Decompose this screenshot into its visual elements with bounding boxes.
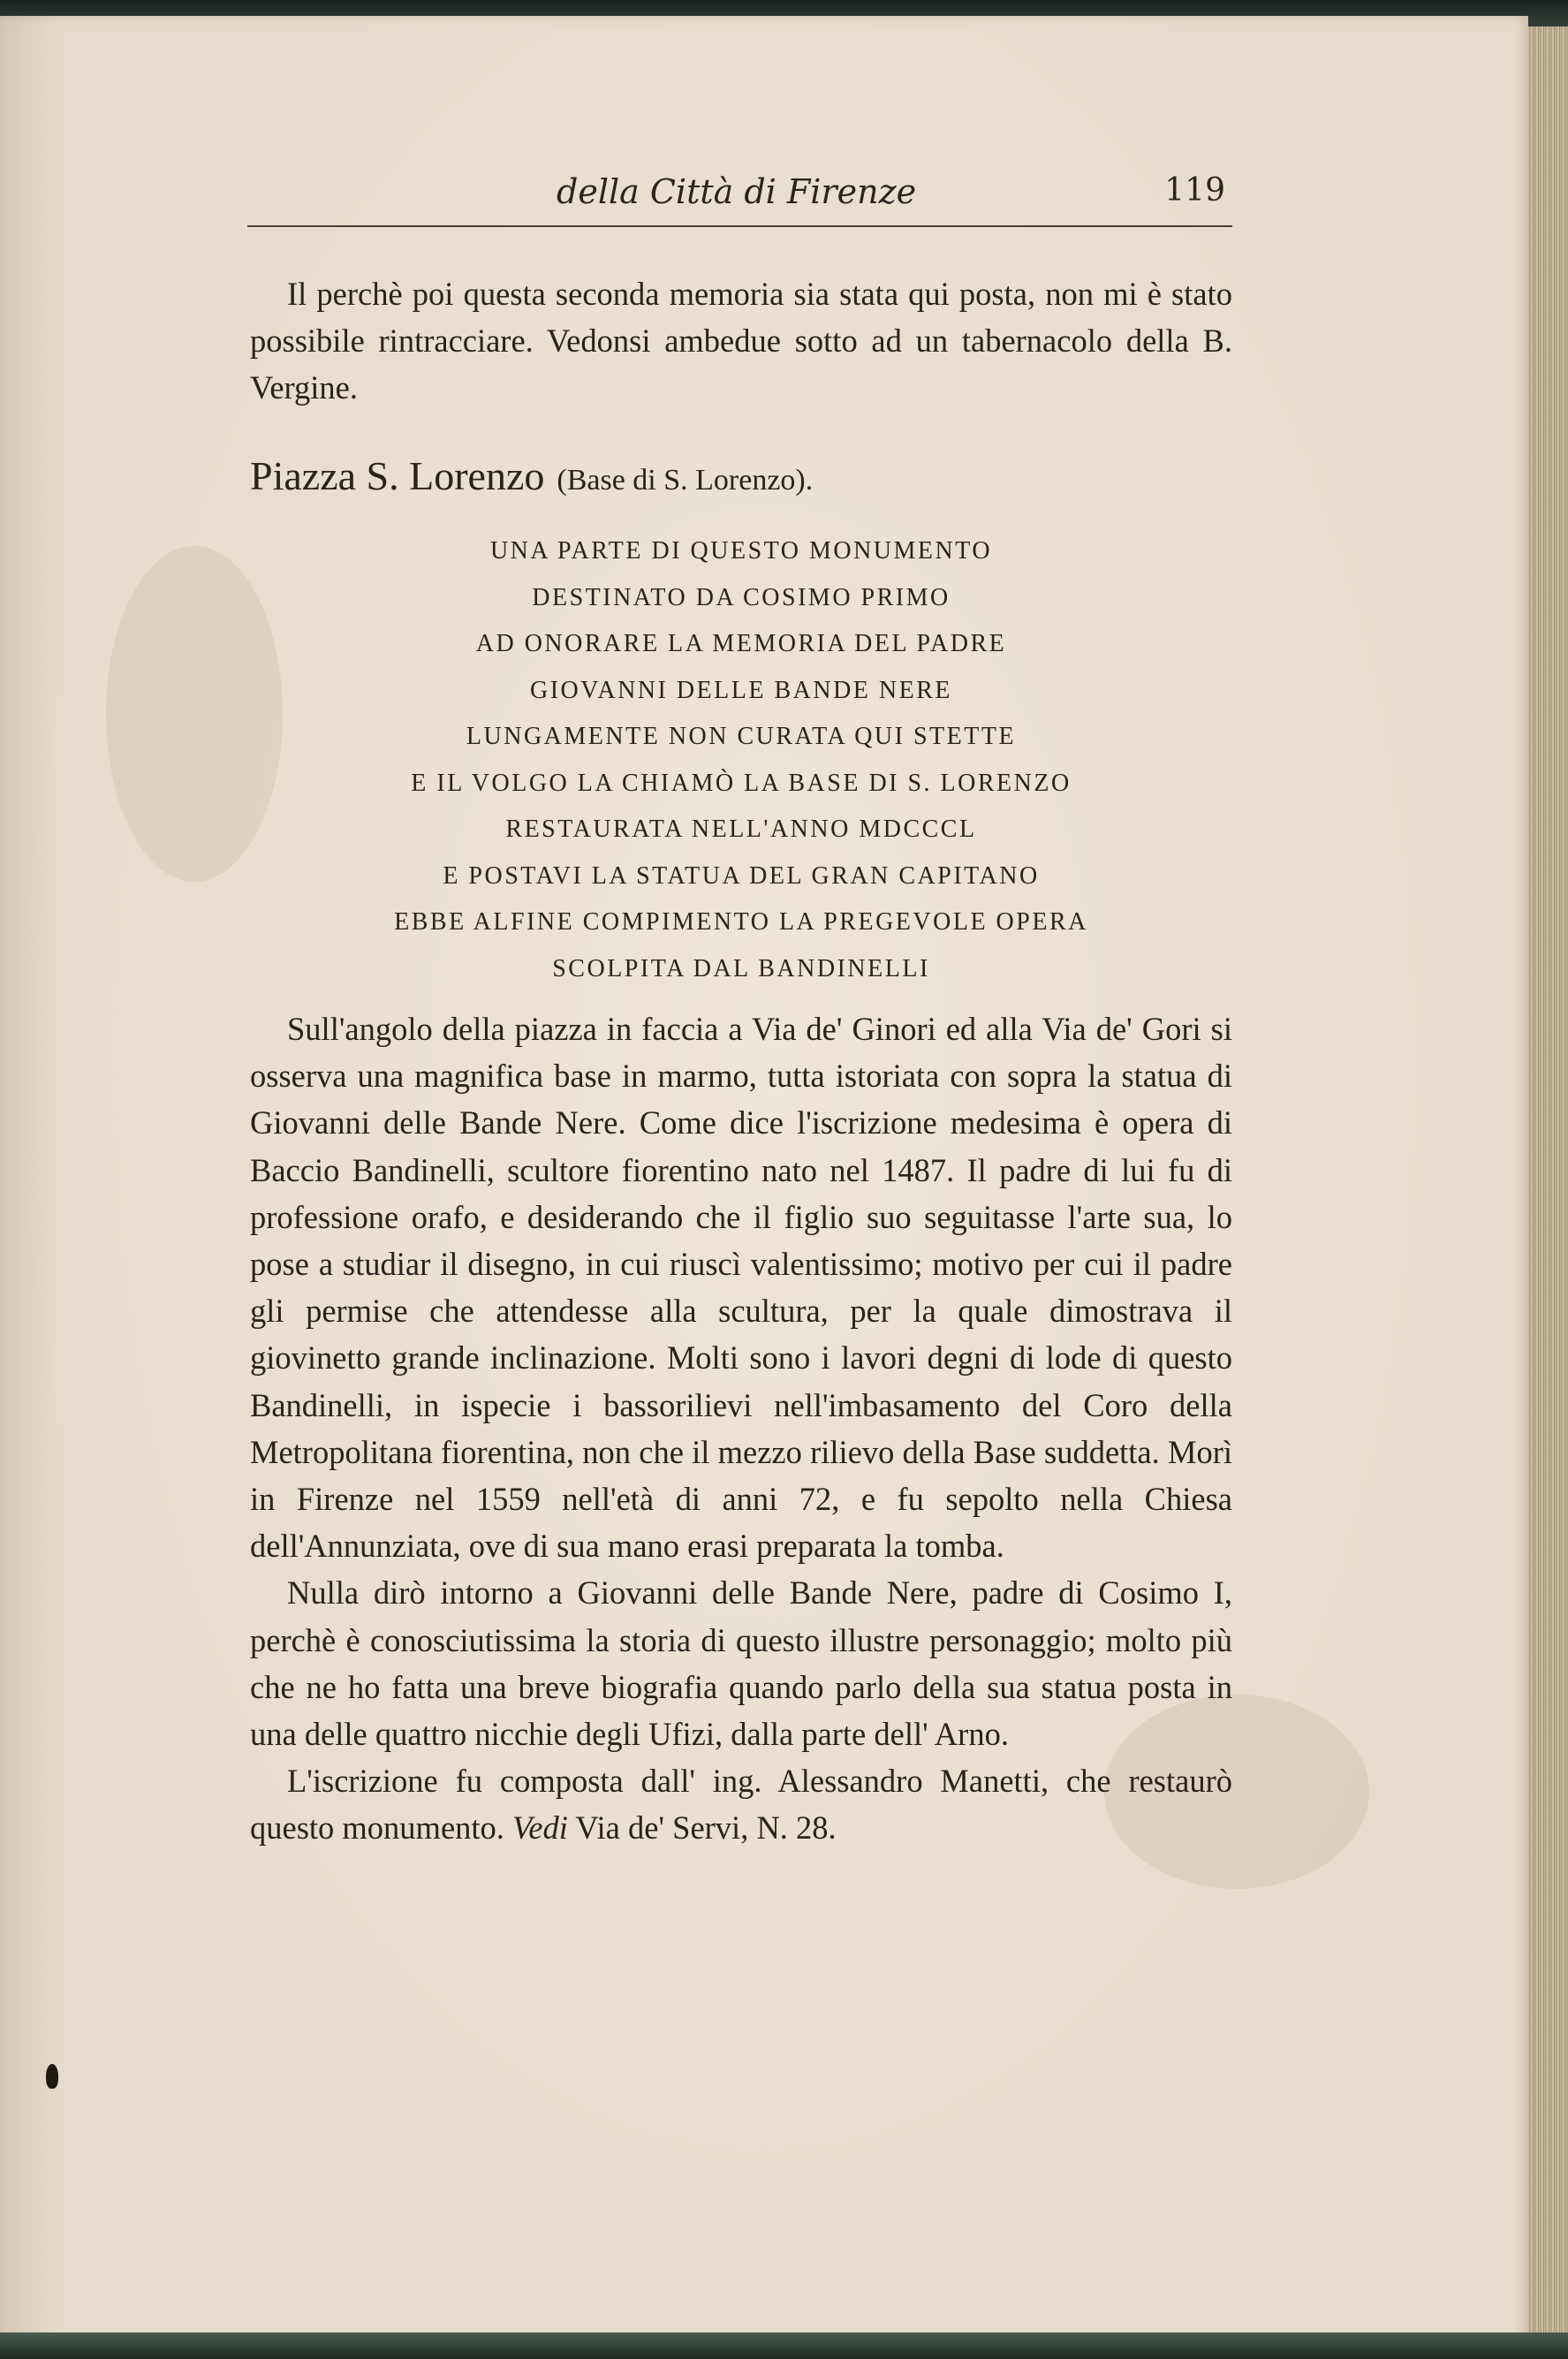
paragraph-giovanni: Nulla dirò intorno a Giovanni delle Bande Nere, padre di Cosimo I, perchè è conosciutissima la storia di questo illustre personaggio; molto più che ne ho fatta una breve biografia quando parlo della sua statua posta in una delle quattro nicchie degli Ufizi, dalla parte dell' Arno.	[250, 1574, 1232, 1753]
page-header	[247, 172, 1232, 227]
page-edge-stack	[1528, 27, 1568, 2337]
inscription-line: AD ONORARE LA MEMORIA DEL PADRE	[475, 630, 1007, 657]
ink-blot	[46, 2064, 58, 2089]
paragraph-reference: Via de' Servi, N. 28.	[575, 1809, 837, 1847]
inscription-line: DESTINATO DA COSIMO PRIMO	[532, 583, 951, 611]
running-title: della Città di Firenze	[557, 172, 917, 211]
inscription-block	[250, 528, 1232, 992]
paragraph-bandinelli: Sull'angolo della piazza in faccia a Via de' Ginori ed alla Via de' Gori si osserva una magnifica base in marmo, tutta istoriata con sopra la statua di Giovanni delle Bande Nere. Come dice l'iscrizione medesima è opera di Baccio Bandinelli, scultore fiorentino nato nel 1487. Il padre di lui fu di professione orafo, e desiderando che il figlio suo seguitasse l'arte sua, lo pose a studiar il disegno, in cui riuscì valentissimo; motivo per cui il padre gli permise che attendesse alla scultura, per la quale dimostrava il giovinetto grande inclinazione. Molti sono i lavori degni di lode di questo Bandinelli, in ispecie i bassorilievi nell'imbasamento del Coro della Metropolitana fiorentina, non che il mezzo rilievo della Base suddetta. Morì in Firenze nel 1559 nell'età di anni 72, e fu sepolto nella Chiesa dell'Annunziata, ove di sua mano erasi preparata la tomba.	[250, 1011, 1232, 1565]
paragraph-italic-ref: Vedi	[512, 1809, 568, 1847]
inscription-line: RESTAURATA NELL'ANNO MDCCCL	[505, 815, 977, 843]
inscription-line: UNA PARTE DI QUESTO MONUMENTO	[489, 537, 993, 565]
inscription-line: E IL VOLGO LA CHIAMÒ LA BASE DI S. LORENZO	[411, 769, 1072, 797]
backdrop-bottom	[0, 2332, 1568, 2359]
paragraph-text: L'iscrizione fu composta dall' ing. Alessandro Manetti, che restaurò questo monumento.	[250, 1763, 1232, 1847]
intro-paragraph-text: Il perchè poi questa seconda memoria sia stata qui posta, non mi è stato possibile rintracciare. Vedonsi ambedue sotto ad un tabernacolo della B. Vergine.	[250, 276, 1232, 406]
section-heading	[250, 452, 813, 499]
inscription-line: E POSTAVI LA STATUA DEL GRAN CAPITANO	[443, 861, 1040, 890]
paragraph-inscription-author	[250, 1757, 1232, 1851]
body-paragraphs	[250, 1005, 1232, 1852]
intro-paragraph	[250, 270, 1232, 411]
section-heading-sub: (Base di S. Lorenzo).	[557, 464, 814, 497]
inscription-line: GIOVANNI DELLE BANDE NERE	[529, 676, 953, 704]
inscription-line: EBBE ALFINE COMPIMENTO LA PREGEVOLE OPERA	[394, 908, 1088, 936]
section-heading-main: Piazza S. Lorenzo	[250, 453, 545, 498]
inscription-line: LUNGAMENTE NON CURATA QUI STETTE	[466, 723, 1017, 750]
inscription-line: SCOLPITA DAL BANDINELLI	[552, 954, 930, 982]
page-number: 119	[1164, 172, 1225, 209]
